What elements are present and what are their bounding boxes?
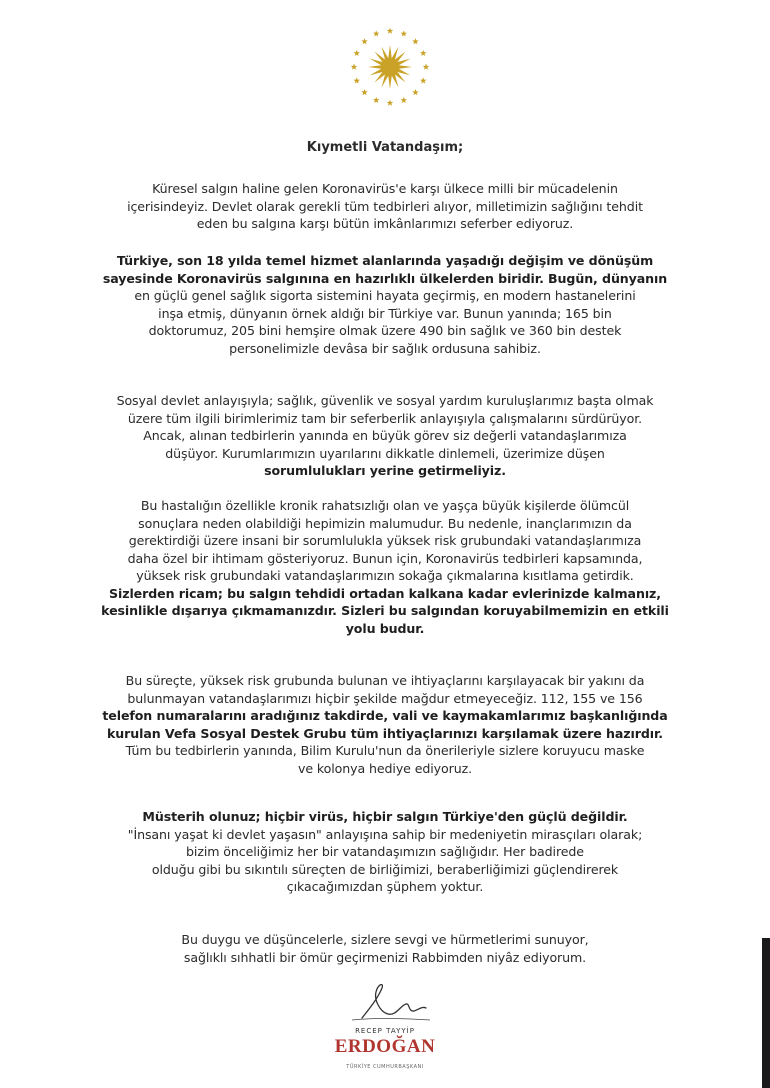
emblem-star-icon bbox=[373, 97, 379, 103]
paragraph-7 bbox=[50, 931, 720, 966]
emblem-star-icon bbox=[423, 64, 429, 70]
paragraph-line: personelimizle devâsa bir sağlık ordusuna sahibiz. bbox=[229, 340, 541, 356]
paragraph-line: Türkiye, son 18 yılda temel hizmet alanlarında yaşadığı değişim ve dönüşüm bbox=[116, 253, 654, 268]
paragraph-line: çıkacağımızdan şüphem yoktur. bbox=[286, 879, 484, 894]
paragraph-line: bulunmayan vatandaşlarımızı hiçbir şekilde mağdur etmeyeceğiz. 112, 155 ve 156 bbox=[127, 690, 643, 706]
paragraph-line: daha özel bir ihtimam gösteriyoruz. Bunun için, Koronavirüs tedbirleri kapsamında, bbox=[127, 550, 643, 566]
paragraph-line: sağlıklı sıhhatli bir ömür geçirmenizi Rabbimden niyâz ediyorum. bbox=[183, 949, 587, 965]
paragraph-line: kesinlikle dışarıya çıkmamanızdır. Sizleri bu salgından koruyabilmemizin en etkili bbox=[101, 603, 669, 618]
paragraph-line: inşa etmiş, dünyanın örnek aldığı bir Türkiye var. Bunun yanında; 165 bin bbox=[158, 305, 612, 321]
paragraph-line: sayesinde Koronavirüs salgınına en hazırlıklı ülkelerden biridir. Bugün, dünyanın bbox=[102, 270, 668, 286]
paragraph-line: ve kolonya hediye ediyoruz. bbox=[297, 760, 472, 776]
paragraph-line: Bu duygu ve düşüncelerle, sizlere sevgi ve hürmetlerimi sunuyor, bbox=[181, 932, 589, 947]
emblem-star-icon bbox=[354, 50, 360, 56]
paragraph-line: içerisindeyiz. Devlet olarak gerekli tüm tedbirleri alıyor, milletimizin sağlığını tehdit bbox=[127, 198, 643, 214]
emblem-sun-core-icon bbox=[382, 59, 398, 75]
emblem-star-icon bbox=[401, 97, 407, 103]
paragraph-line: "İnsanı yaşat ki devlet yaşasın" anlayışına sahip bir medeniyetin mirasçıları olarak; bbox=[127, 826, 643, 842]
paragraph-line: yüksek risk grubundaki vatandaşlarımızın sokağa çıkmalarına kısıtlama getirdik. bbox=[136, 568, 634, 583]
paragraph-2 bbox=[50, 252, 720, 357]
emblem-star-icon bbox=[387, 28, 393, 34]
signature-title: TÜRKİYE CUMHURBAŞKANI bbox=[346, 1064, 424, 1070]
paragraph-line: üzere tüm ilgili birimlerimiz tam bir seferberlik anlayışıyla çalışmalarını sürdürüyor. bbox=[127, 410, 643, 426]
signature-surname: ERDOĞAN bbox=[334, 1036, 436, 1057]
paragraph-line: Bu hastalığın özellikle kronik rahatsızlığı olan ve yaşça büyük kişilerde ölümcül bbox=[140, 498, 630, 513]
paragraph-line: Ancak, alınan tedbirlerin yanında en büyük görev siz değerli vatandaşlarımıza bbox=[143, 428, 627, 443]
paragraph-line: telefon numaralarını aradığınız takdirde, vali ve kaymakamlarımız başkanlığında bbox=[102, 708, 668, 723]
paragraph-line: sorumlulukları yerine getirmeliyiz. bbox=[264, 463, 506, 478]
emblem-star-icon bbox=[361, 89, 367, 95]
paragraph-line: Küresel salgın haline gelen Koronavirüs'e karşı ülkece milli bir mücadelenin bbox=[152, 181, 618, 196]
emblem-star-icon bbox=[420, 77, 426, 83]
paragraph-line: yolu budur. bbox=[345, 620, 425, 636]
paragraph-line: Sosyal devlet anlayışıyla; sağlık, güvenlik ve sosyal yardım kuruluşlarımız başta olmak bbox=[116, 393, 654, 408]
signature-first-name: RECEP TAYYİP bbox=[355, 1027, 415, 1035]
paragraph-line: olduğu gibi bu sıkıntılı süreçten de birliğimizi, beraberliğimizi güçlendirerek bbox=[151, 861, 619, 877]
emblem-star-icon bbox=[373, 30, 379, 36]
emblem-star-icon bbox=[420, 50, 426, 56]
emblem-star-icon bbox=[354, 77, 360, 83]
emblem-star-icon bbox=[361, 38, 367, 44]
emblem-star-icon bbox=[351, 64, 357, 70]
paragraph-line: en güçlü genel sağlık sigorta sistemini hayata geçirmiş, en modern hastanelerini bbox=[134, 288, 636, 303]
paragraph-line: Bu süreçte, yüksek risk grubunda bulunan ve ihtiyaçlarını karşılayacak bir yakını da bbox=[125, 673, 645, 688]
paragraph-4 bbox=[50, 497, 720, 637]
paragraph-line: eden bu salgına karşı bütün imkânlarımızı seferber ediyoruz. bbox=[196, 216, 574, 231]
emblem-star-icon bbox=[412, 38, 418, 44]
paragraph-line: Tüm bu tedbirlerin yanında, Bilim Kurulu'nun da önerileriyle sizlere koruyucu maske bbox=[125, 743, 645, 758]
paragraph-line: doktorumuz, 205 bini hemşire olmak üzere 490 bin sağlık ve 360 bin destek bbox=[148, 323, 622, 338]
paragraph-line: Sizlerden ricam; bu salgın tehdidi ortadan kalkana kadar evlerinizde kalmanız, bbox=[109, 585, 661, 601]
paragraph-3 bbox=[50, 392, 720, 480]
paragraph-line: sonuçlara neden olabildiği hepimizin malumudur. Bu nedenle, inançlarımızın da bbox=[138, 515, 632, 531]
presidential-emblem-icon bbox=[348, 25, 432, 109]
paragraph-line: kurulan Vefa Sosyal Destek Grubu tüm ihtiyaçlarınızı karşılamak üzere hazırdır. bbox=[107, 725, 663, 741]
emblem-star-icon bbox=[387, 100, 393, 106]
paragraph-1 bbox=[50, 180, 720, 233]
paragraph-6 bbox=[50, 808, 720, 896]
paragraph-5 bbox=[50, 672, 720, 777]
paragraph-line: bizim önceliğimiz her bir vatandaşımızın sağlığıdır. Her badirede bbox=[186, 844, 584, 859]
scrollbar-edge bbox=[762, 938, 770, 1088]
paragraph-line: gerektirdiği üzere insani bir sorumlulukla yüksek risk grubundaki vatandaşlarımıza bbox=[128, 533, 642, 548]
salutation: Kıymetli Vatandaşım; bbox=[306, 140, 464, 155]
emblem-star-icon bbox=[401, 30, 407, 36]
paragraph-line: Müsterih olunuz; hiçbir virüs, hiçbir salgın Türkiye'den güçlü değildir. bbox=[142, 809, 628, 824]
emblem-star-icon bbox=[412, 89, 418, 95]
paragraph-line: düşüyor. Kurumlarımızın uyarılarını dikkatle dinlemeli, üzerimize düşen bbox=[165, 445, 605, 461]
